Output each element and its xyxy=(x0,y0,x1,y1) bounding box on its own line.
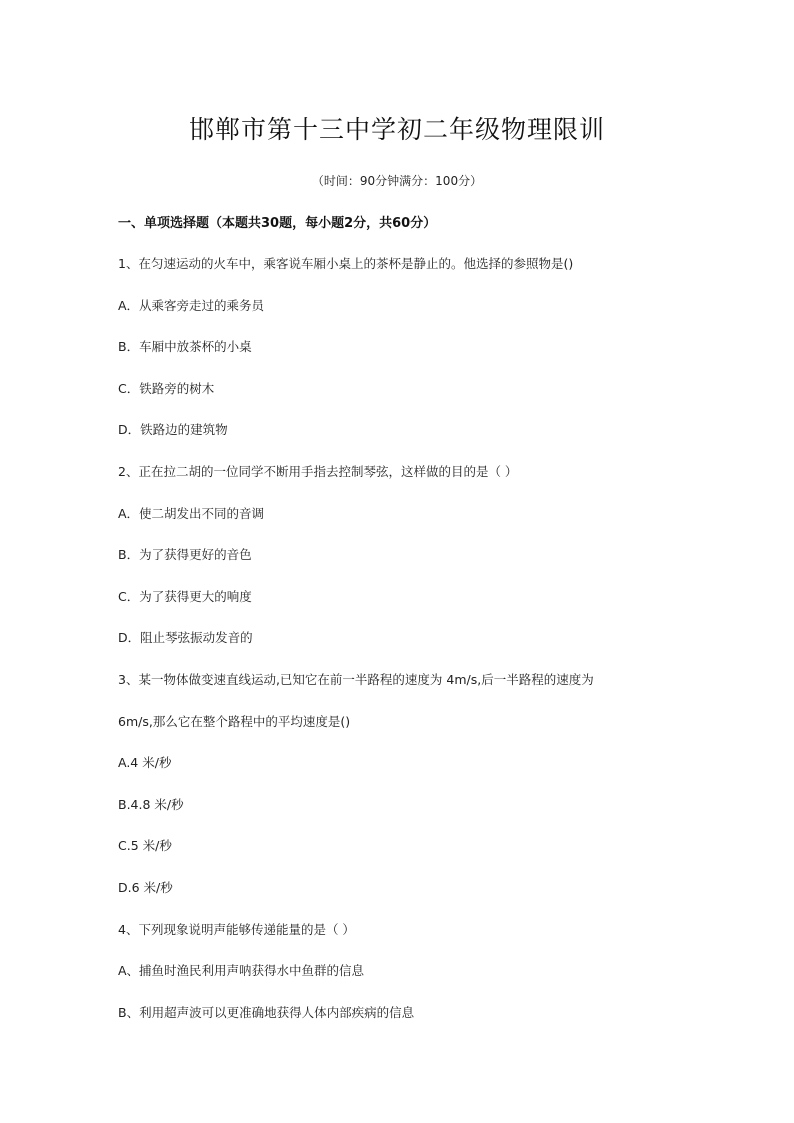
question-3-line-1: 3、某一物体做变速直线运动,已知它在前一半路程的速度为 4m/s,后一半路程的速度为 xyxy=(118,672,594,687)
q4-option-a: A、捕鱼时渔民利用声呐获得水中鱼群的信息 xyxy=(118,963,365,978)
q2-option-d: D．阻止琴弦振动发音的 xyxy=(118,630,253,645)
question-4: 4、下列现象说明声能够传递能量的是（ ） xyxy=(118,922,355,937)
question-1: 1、在匀速运动的火车中，乘客说车厢小桌上的茶杯是静止的。他选择的参照物是() xyxy=(118,256,574,271)
q1-option-b: B．车厢中放茶杯的小桌 xyxy=(118,339,252,354)
q3-option-b: B.4.8 米/秒 xyxy=(118,797,184,812)
q1-option-c: C．铁路旁的树木 xyxy=(118,381,215,396)
q4-option-b: B、利用超声波可以更准确地获得人体内部疾病的信息 xyxy=(118,1005,415,1020)
q2-option-a: A．使二胡发出不同的音调 xyxy=(118,506,265,521)
q3-option-c: C.5 米/秒 xyxy=(118,838,172,853)
q1-option-a: A．从乘客旁走过的乘务员 xyxy=(118,298,265,313)
exam-info: （时间：90分钟满分：100分） xyxy=(311,174,483,188)
question-2: 2、正在拉二胡的一位同学不断用手指去控制琴弦，这样做的目的是（ ） xyxy=(118,464,518,479)
q3-option-a: A.4 米/秒 xyxy=(118,755,172,770)
q2-option-c: C．为了获得更大的响度 xyxy=(118,589,252,604)
section-heading: 一、单项选择题（本题共30题，每小题2分，共60分） xyxy=(118,216,437,231)
page-title: 邯郸市第十三中学初二年级物理限训 xyxy=(188,115,605,144)
q3-option-d: D.6 米/秒 xyxy=(118,880,173,895)
q1-option-d: D．铁路边的建筑物 xyxy=(118,422,228,437)
question-3-line-2: 6m/s,那么它在整个路程中的平均速度是() xyxy=(118,714,351,729)
q2-option-b: B．为了获得更好的音色 xyxy=(118,547,252,562)
